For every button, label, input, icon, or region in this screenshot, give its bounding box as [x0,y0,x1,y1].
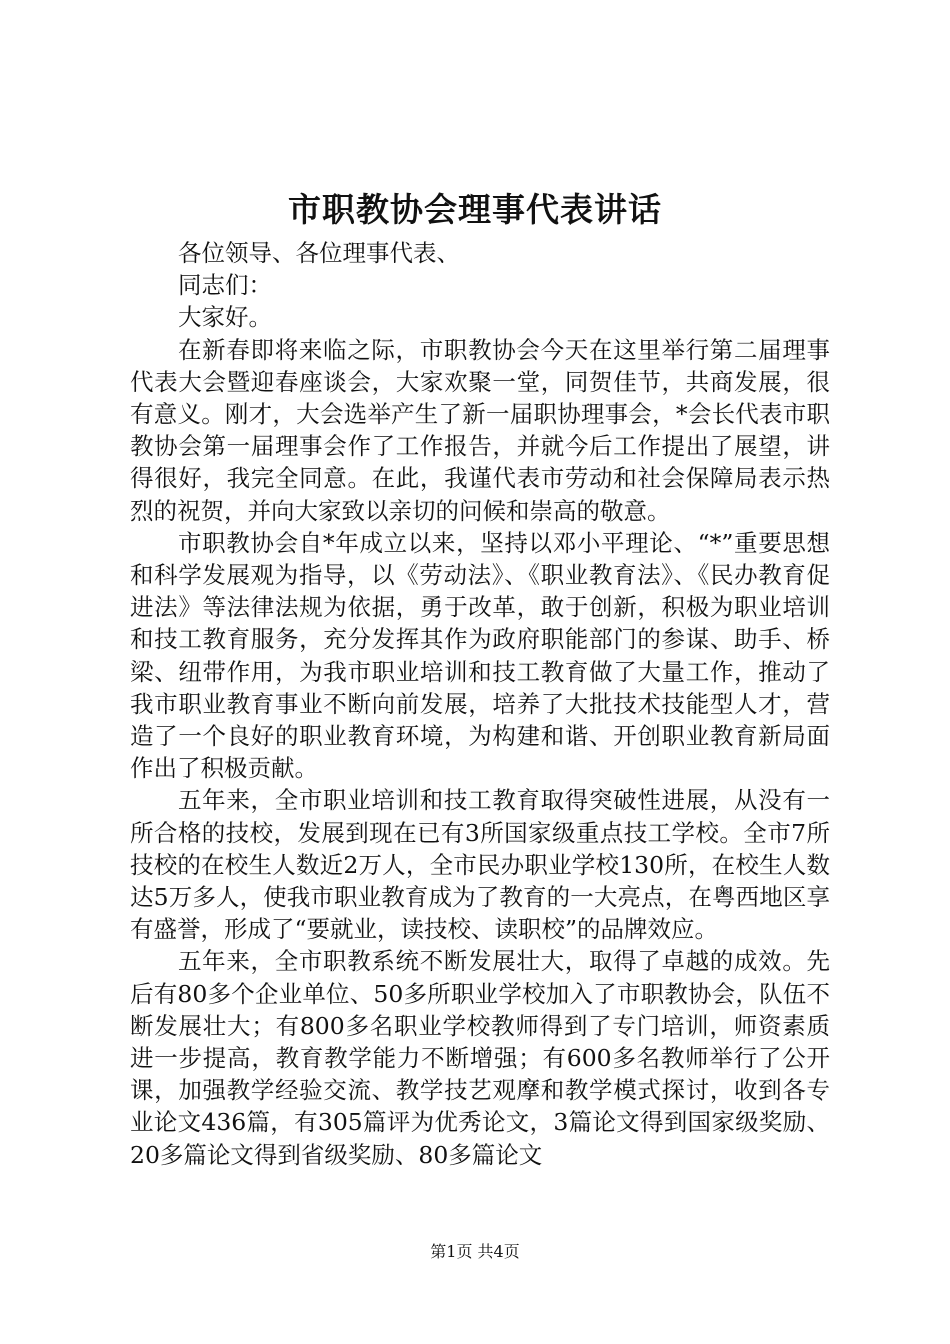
body-paragraph: 五年来，全市职教系统不断发展壮大，取得了卓越的成效。先后有80多个企业单位、50多所职业学校加入了市职教协会，队伍不断发展壮大；有800多名职业学校教师得到了专门培训，师资素质进一步提高，教育教学能力不断增强；有600多名教师举行了公开课，加强教学经验交流、教学技艺观摩和教学模式探讨，收到各专业论文436篇，有305篇评为优秀论文，3篇论文得到国家级奖励、20多篇论文得到省级奖励、80多篇论文 [130,947,830,1169]
salutation-line-2: 同志们： [178,271,272,300]
salutation-line-1: 各位领导、各位理事代表、 [178,239,460,267]
body-paragraph: 市职教协会自*年成立以来，坚持以邓小平理论、“*”重要思想和科学发展观为指导，以《劳动法》、《职业教育法》、《民办教育促进法》等法律法规为依据，勇于改革，敢于创新，积极为职业培训和技工教育服务，充分发挥其作为政府职能部门的参谋、助手、桥梁、纽带作用，为我市职业培训和技工教育做了大量工作，推动了我市职业教育事业不断向前发展，培养了大批技术技能型人才，营造了一个良好的职业教育环境，为构建和谐、开创职业教育新局面作出了积极贡献。 [130,528,830,783]
page-indicator: 第1页 共4页 [430,1242,520,1261]
document-title: 市职教协会理事代表讲话 [288,190,662,229]
body-paragraph: 在新春即将来临之际，市职教协会今天在这里举行第二届理事代表大会暨迎春座谈会，大家欢聚一堂，同贺佳节，共商发展，很有意义。刚才，大会选举产生了新一届职协理事会，*会长代表市职教协会第一届理事会作了工作报告，并就今后工作提出了展望，讲得很好，我完全同意。在此，我谨代表市劳动和社会保障局表示热烈的祝贺，并向大家致以亲切的问候和崇高的敬意。 [130,335,830,525]
document-body [130,237,830,1171]
greeting-line: 大家好。 [178,303,272,332]
body-paragraph: 五年来，全市职业培训和技工教育取得突破性进展，从没有一所合格的技校，发展到现在已有3所国家级重点技工学校。全市7所技校的在校生人数近2万人，全市民办职业学校130所，在校生人数达5万多人，使我市职业教育成为了教育的一大亮点，在粤西地区享有盛誉，形成了“要就业，读技校、读职校”的品牌效应。 [130,786,830,944]
